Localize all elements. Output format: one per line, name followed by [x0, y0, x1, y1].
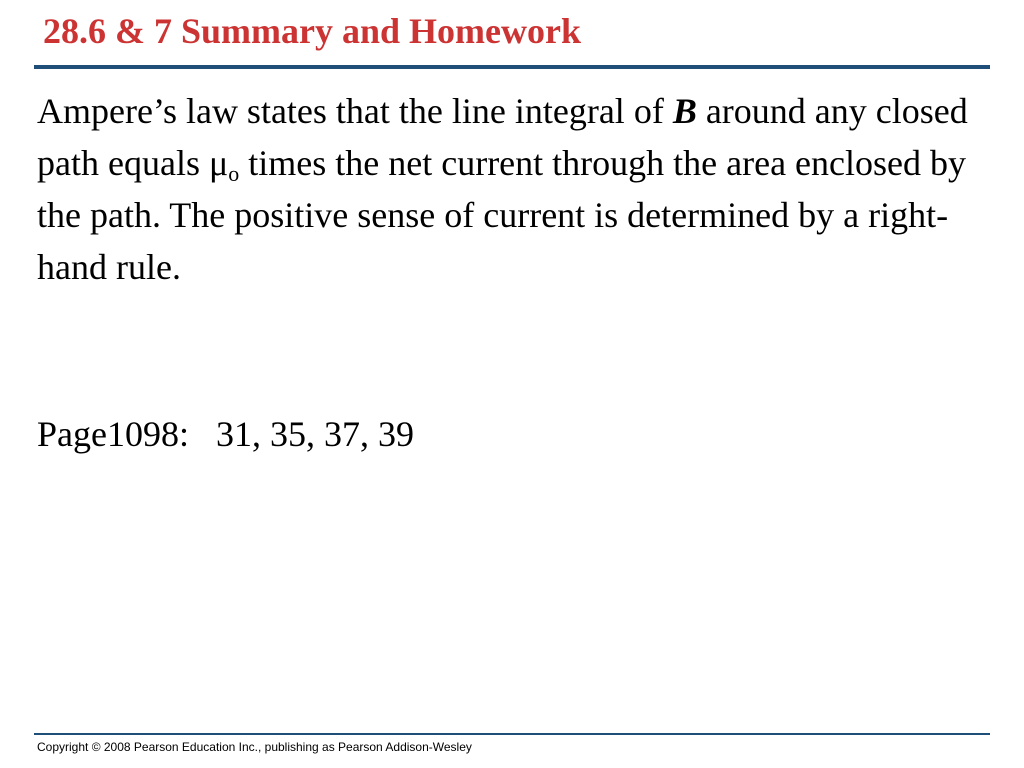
magnetic-field-symbol: B [672, 91, 697, 131]
summary-paragraph [37, 85, 987, 293]
homework-page-label: Page1098: [37, 414, 189, 454]
homework-line [37, 408, 414, 460]
homework-problems: 31, 35, 37, 39 [215, 414, 414, 454]
title-divider [34, 65, 990, 69]
summary-text-part1: Ampere’s law states that the line integral of [37, 91, 673, 131]
footer-divider [34, 733, 990, 735]
mu-symbol: μ [208, 143, 229, 183]
summary-text-part2: around any closed path equals [37, 91, 968, 183]
summary-text-part3: times the net current through the area enclosed by the path. The positive sense of current is determined by a right-hand rule. [37, 143, 966, 287]
copyright-notice: Copyright © 2008 Pearson Education Inc., publishing as Pearson Addison-Wesley [37, 740, 472, 754]
slide-title: 28.6 & 7 Summary and Homework [43, 11, 581, 51]
mu-subscript: o [228, 161, 240, 186]
